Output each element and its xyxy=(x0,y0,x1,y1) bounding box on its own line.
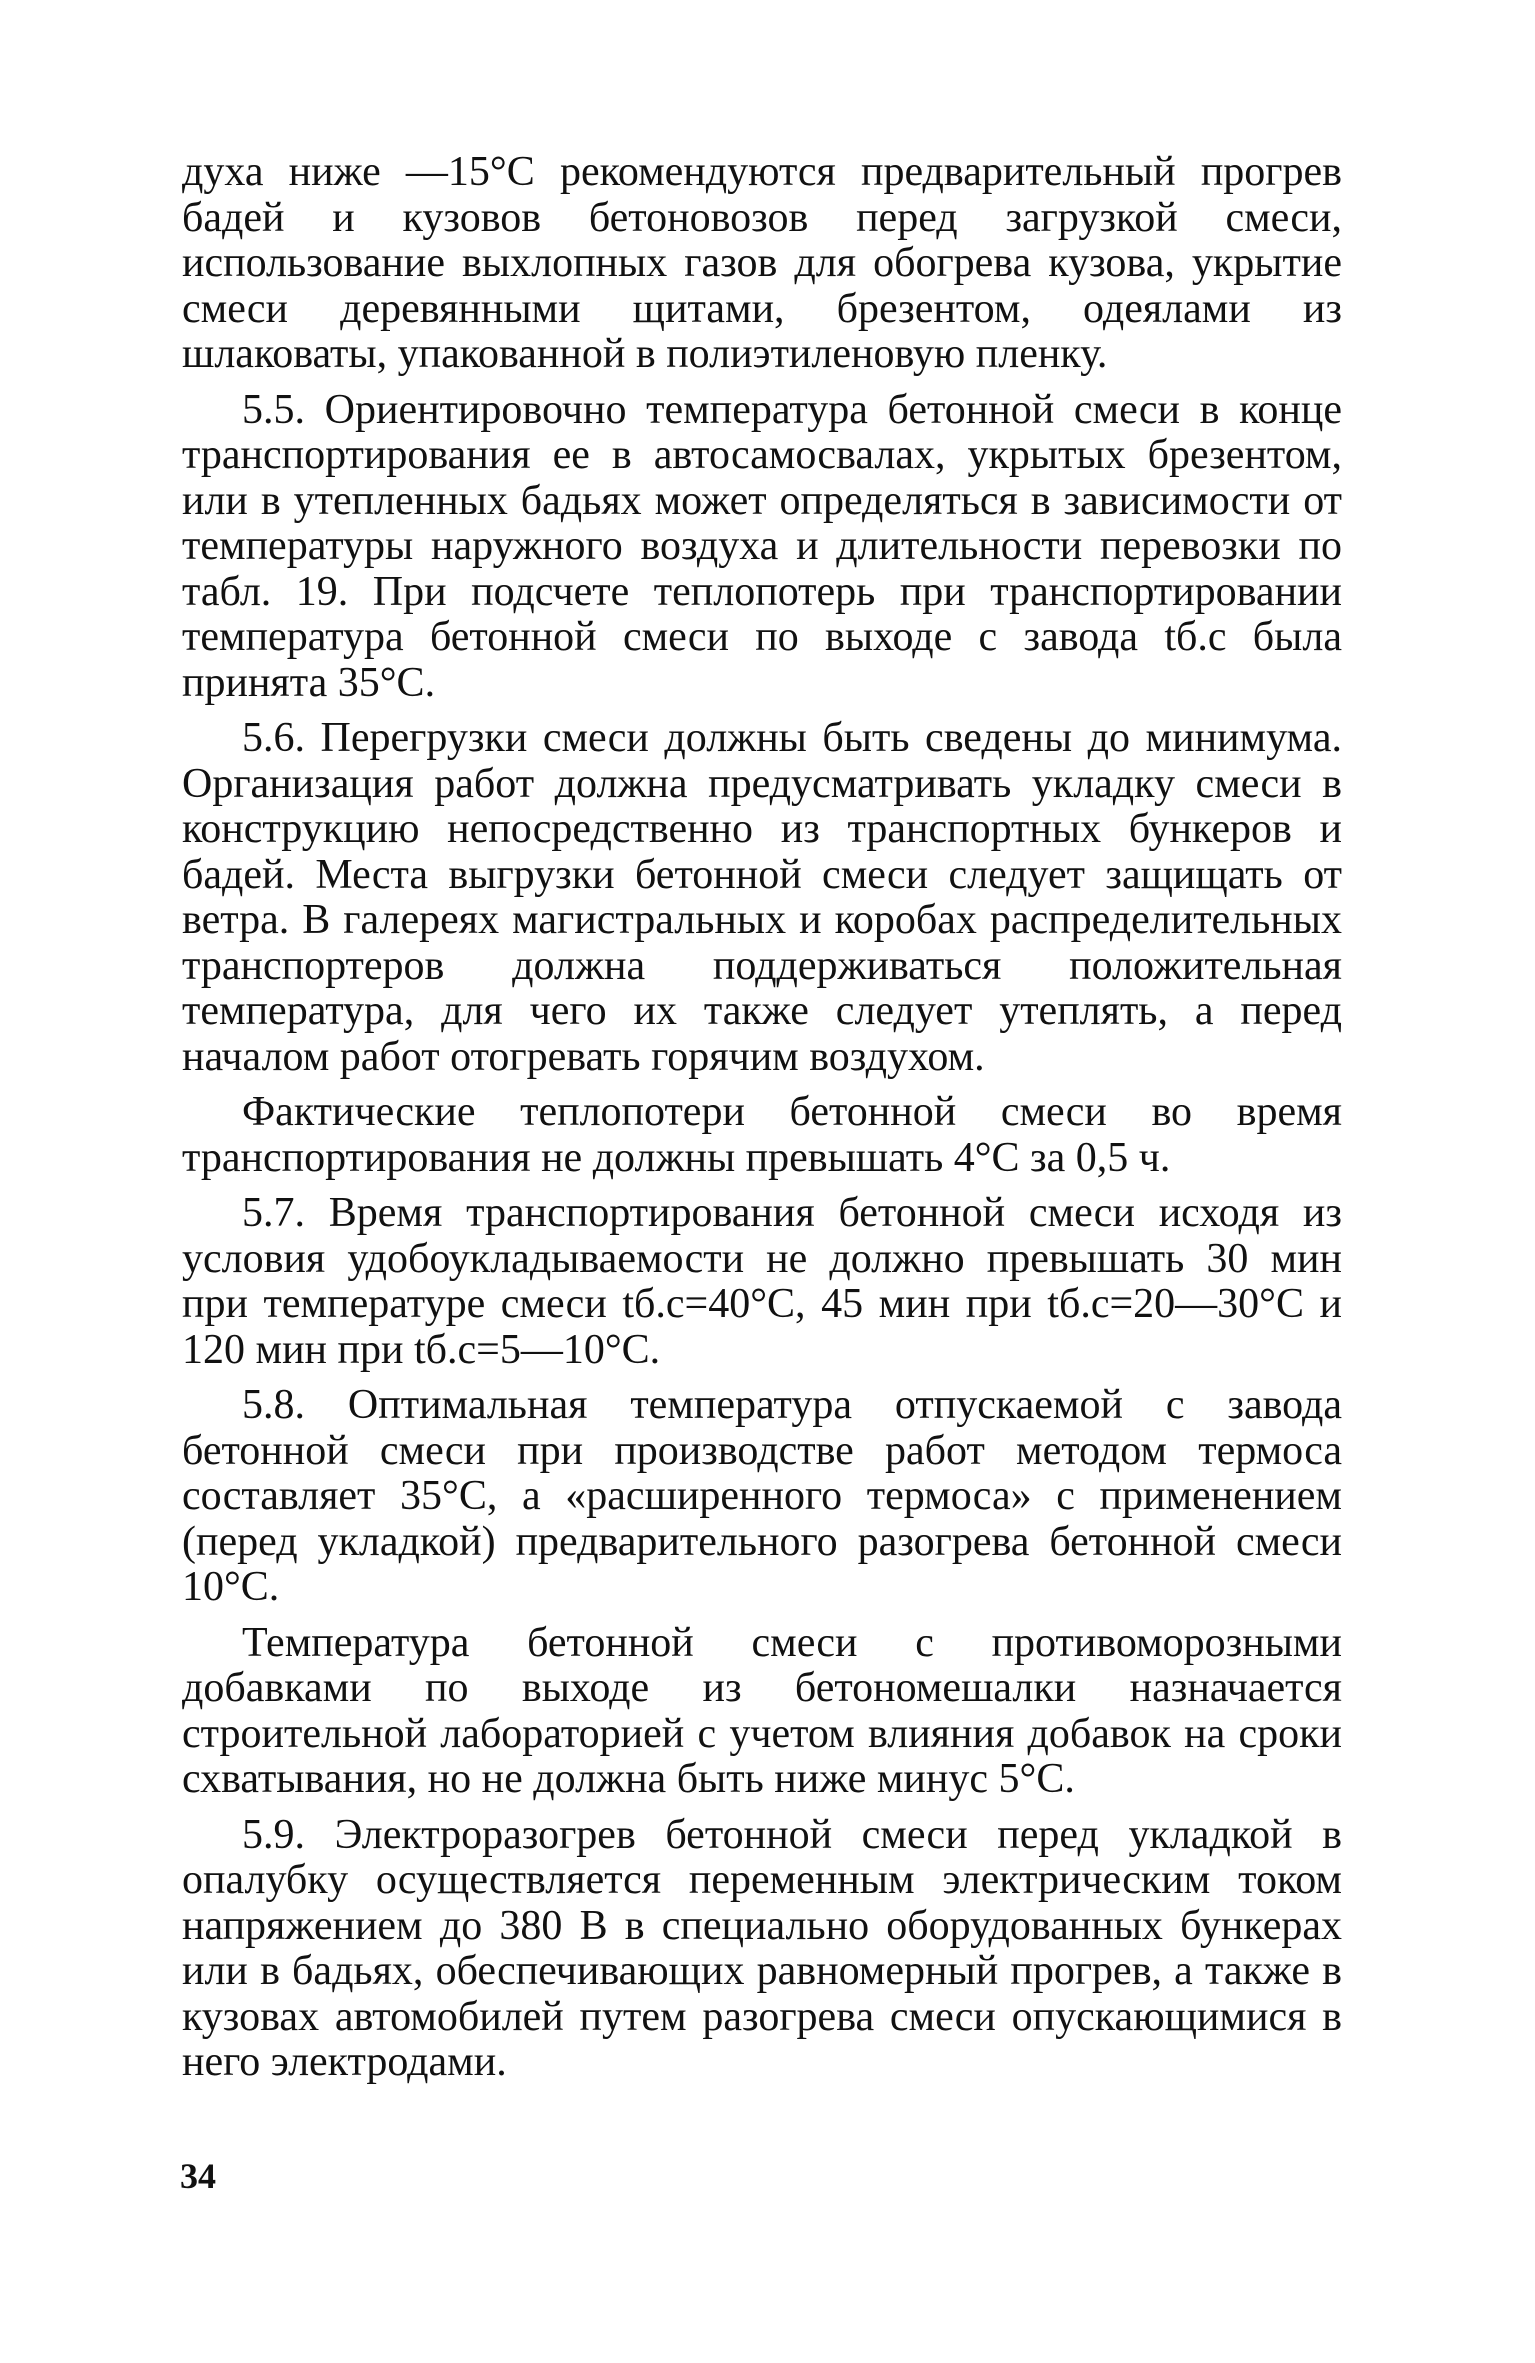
paragraph-5-8: 5.8. Оптимальная температура отпускаемой с завода бетонной смеси при производстве работ методом термоса составляет 35°С, а «расширенного термоса» с применением (перед укладкой) предварительного разогрева бетонной смеси 10°С. xyxy=(182,1382,1342,1610)
paragraph-antifreeze: Температура бетонной смеси с противоморозными добавками по выходе из бетономешалки назначается строительной лабораторией с учетом влияния добавок на сроки схватывания, но не должна быть ниже минус 5°С. xyxy=(182,1619,1342,1802)
paragraph-5-7: 5.7. Время транспортирования бетонной смеси исходя из условия удобоукладываемости не должно превышать 30 мин при температуре смеси tб.с=40°С, 45 мин при tб.с=20—30°С и 120 мин при tб.с=5—10°С. xyxy=(182,1190,1342,1373)
paragraph-continuation: духа ниже —15°С рекомендуются предварительный прогрев бадей и кузовов бетоновозов перед загрузкой смеси, использование выхлопных газов для обогрева кузова, укрытие смеси деревянными щитами, брезентом, одеялами из шлаковаты, упакованной в полиэтиленовую пленку. xyxy=(182,149,1342,377)
paragraph-heat-loss: Фактические теплопотери бетонной смеси во время транспортирования не должны превышать 4°С за 0,5 ч. xyxy=(182,1089,1342,1181)
paragraph-5-5: 5.5. Ориентировочно температура бетонной смеси в конце транспортирования ее в автосамосвалах, укрытых брезентом, или в утепленных бадьях может определяться в зависимости от температуры наружного воздуха и длительности перевозки по табл. 19. При подсчете теплопотерь при транспортировании температура бетонной смеси по выходе с завода tб.с была принята 35°С. xyxy=(182,386,1342,706)
paragraph-5-9: 5.9. Электроразогрев бетонной смеси перед укладкой в опалубку осуществляется переменным электрическим током напряжением до 380 В в специально оборудованных бункерах или в бадьях, обеспечивающих равномерный прогрев, а также в кузовах автомобилей путем разогрева смеси опускающимися в него электродами. xyxy=(182,1811,1342,2085)
paragraph-5-6: 5.6. Перегрузки смеси должны быть сведены до минимума. Организация работ должна предусматривать укладку смеси в конструкцию непосредственно из транспортных бункеров и бадей. Места выгрузки бетонной смеси следует защищать от ветра. В галереях магистральных и коробах распределительных транспортеров должна поддерживаться положительная температура, для чего их также следует утеплять, а перед началом работ отогревать горячим воздухом. xyxy=(182,715,1342,1080)
page-number: 34 xyxy=(180,2156,216,2196)
text-column xyxy=(182,150,1342,2096)
